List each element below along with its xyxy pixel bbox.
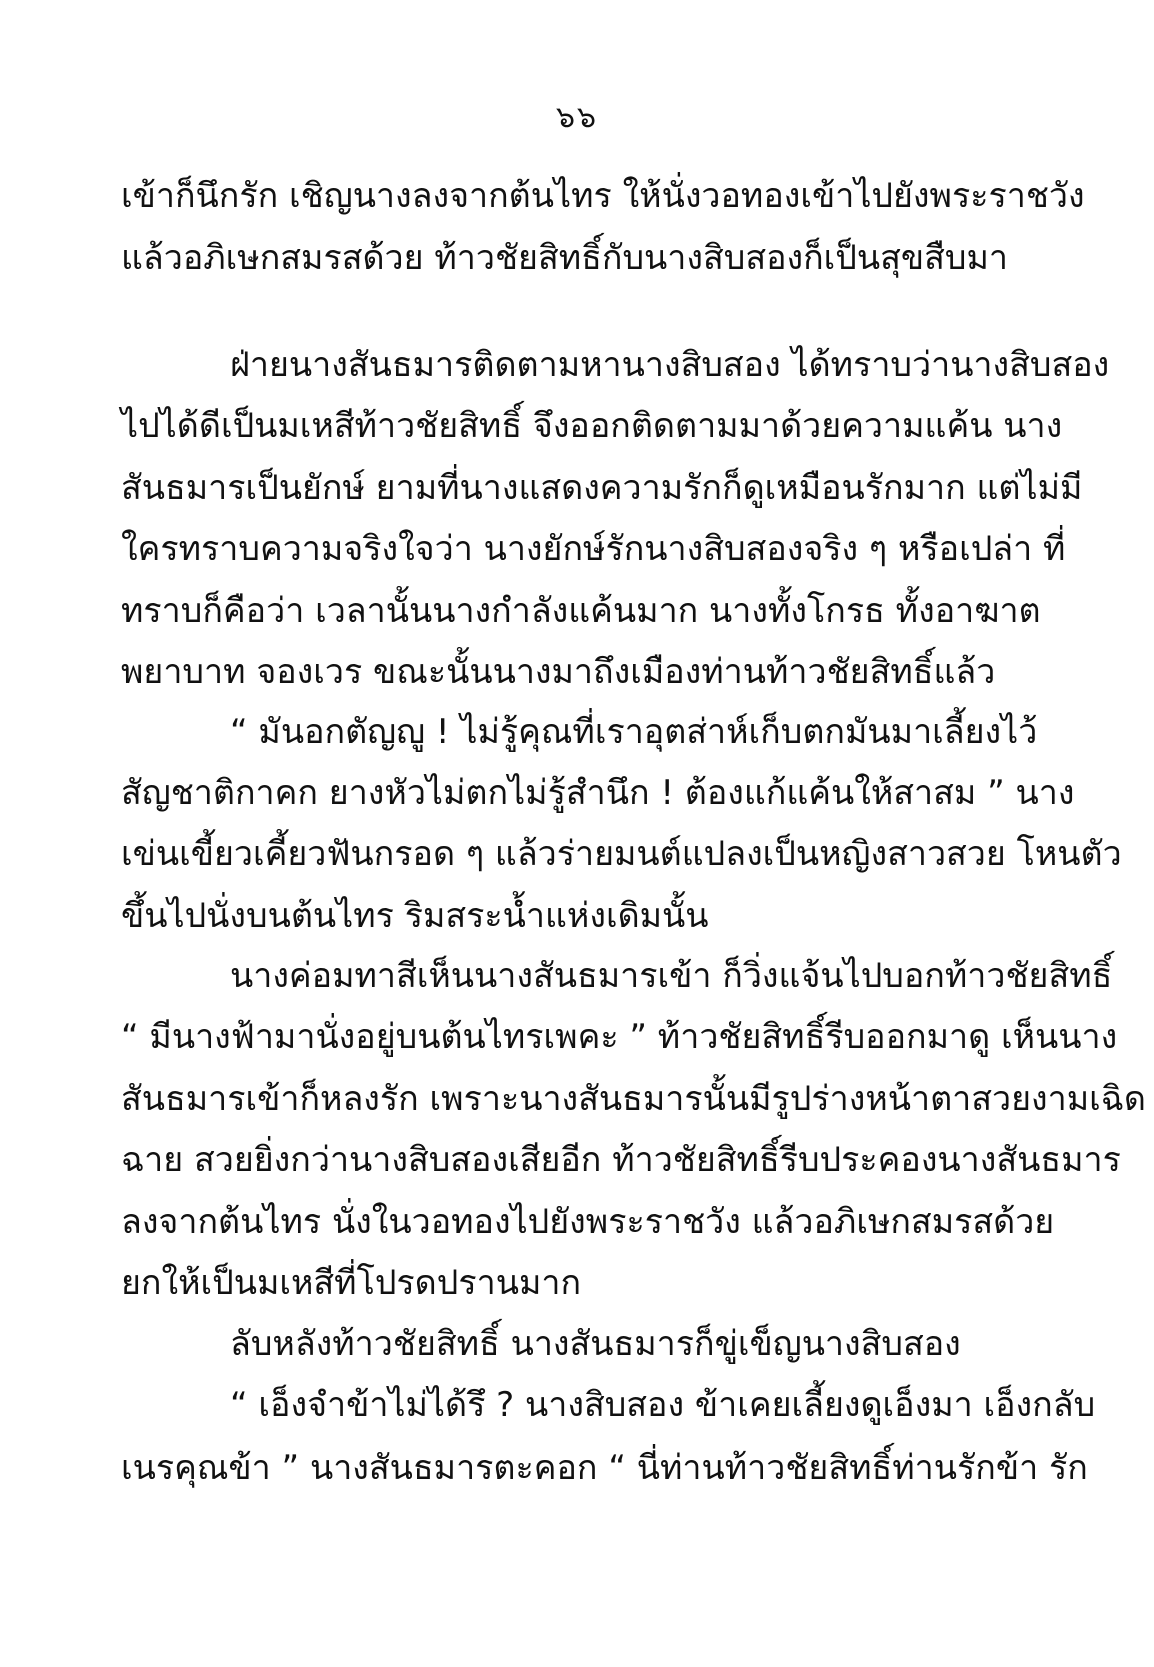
text-line: ลงจากต้นไทร นั่งในวอทองไปยังพระราชวัง แล้วอภิเษกสมรสด้วย: [121, 1202, 1055, 1242]
text-line: นางค่อมทาสีเห็นนางสันธมารเข้า ก็วิ่งแจ้นไปบอกท้าวชัยสิทธิ์: [230, 956, 1113, 996]
text-line: แล้วอภิเษกสมรสด้วย ท้าวชัยสิทธิ์กับนางสิบสองก็เป็นสุขสืบมา: [121, 238, 1008, 278]
text-line: ลับหลังท้าวชัยสิทธิ์ นางสันธมารก็ขู่เข็ญนางสิบสอง: [230, 1324, 961, 1364]
text-line: เข้าก็นึกรัก เชิญนางลงจากต้นไทร ให้นั่งวอทองเข้าไปยังพระราชวัง: [121, 176, 1085, 216]
text-line: สันธมารเข้าก็หลงรัก เพราะนางสันธมารนั้นมีรูปร่างหน้าตาสวยงามเฉิด: [121, 1079, 1146, 1119]
text-line: “ เอ็งจำข้าไม่ได้รึ ? นางสิบสอง ข้าเคยเลี้ยงดูเอ็งมา เอ็งกลับ: [230, 1385, 1096, 1425]
text-line: สันธมารเป็นยักษ์ ยามที่นางแสดงความรักก็ดูเหมือนรักมาก แต่ไม่มี: [121, 468, 1083, 508]
text-line: “ มีนางฟ้ามานั่งอยู่บนต้นไทรเพคะ ” ท้าวชัยสิทธิ์รีบออกมาดู เห็นนาง: [121, 1017, 1118, 1057]
text-line: ขึ้นไปนั่งบนต้นไทร ริมสระน้ำแห่งเดิมนั้น: [121, 896, 709, 936]
text-line: ทราบก็คือว่า เวลานั้นนางกำลังแค้นมาก นางทั้งโกรธ ทั้งอาฆาต: [121, 591, 1041, 631]
page-number: ๖๖: [555, 100, 599, 135]
text-line: เข่นเขี้ยวเคี้ยวฟันกรอด ๆ แล้วร่ายมนต์แปลงเป็นหญิงสาวสวย โหนตัว: [121, 834, 1122, 874]
text-line: ใครทราบความจริงใจว่า นางยักษ์รักนางสิบสองจริง ๆ หรือเปล่า ที่: [121, 529, 1066, 569]
text-line: ไปได้ดีเป็นมเหสีท้าวชัยสิทธิ์ จึงออกติดตามมาด้วยความแค้น นาง: [121, 406, 1063, 446]
text-line: ฉาย สวยยิ่งกว่านางสิบสองเสียอีก ท้าวชัยสิทธิ์รีบประคองนางสันธมาร: [121, 1140, 1121, 1180]
text-line: “ มันอกตัญญู ! ไม่รู้คุณที่เราอุตส่าห์เก็บตกมันมาเลี้ยงไว้: [230, 712, 1038, 752]
text-line: เนรคุณข้า ” นางสันธมารตะคอก “ นี่ท่านท้าวชัยสิทธิ์ท่านรักข้า รัก: [121, 1448, 1088, 1488]
text-line: สัญชาติกาคก ยางหัวไม่ตกไม่รู้สำนึก ! ต้องแก้แค้นให้สาสม ” นาง: [121, 773, 1075, 813]
text-line: ฝ่ายนางสันธมารติดตามหานางสิบสอง ได้ทราบว่านางสิบสอง: [230, 345, 1110, 385]
text-line: ยกให้เป็นมเหสีที่โปรดปรานมาก: [121, 1263, 582, 1303]
text-line: พยาบาท จองเวร ขณะนั้นนางมาถึงเมืองท่านท้าวชัยสิทธิ์แล้ว: [121, 652, 996, 692]
